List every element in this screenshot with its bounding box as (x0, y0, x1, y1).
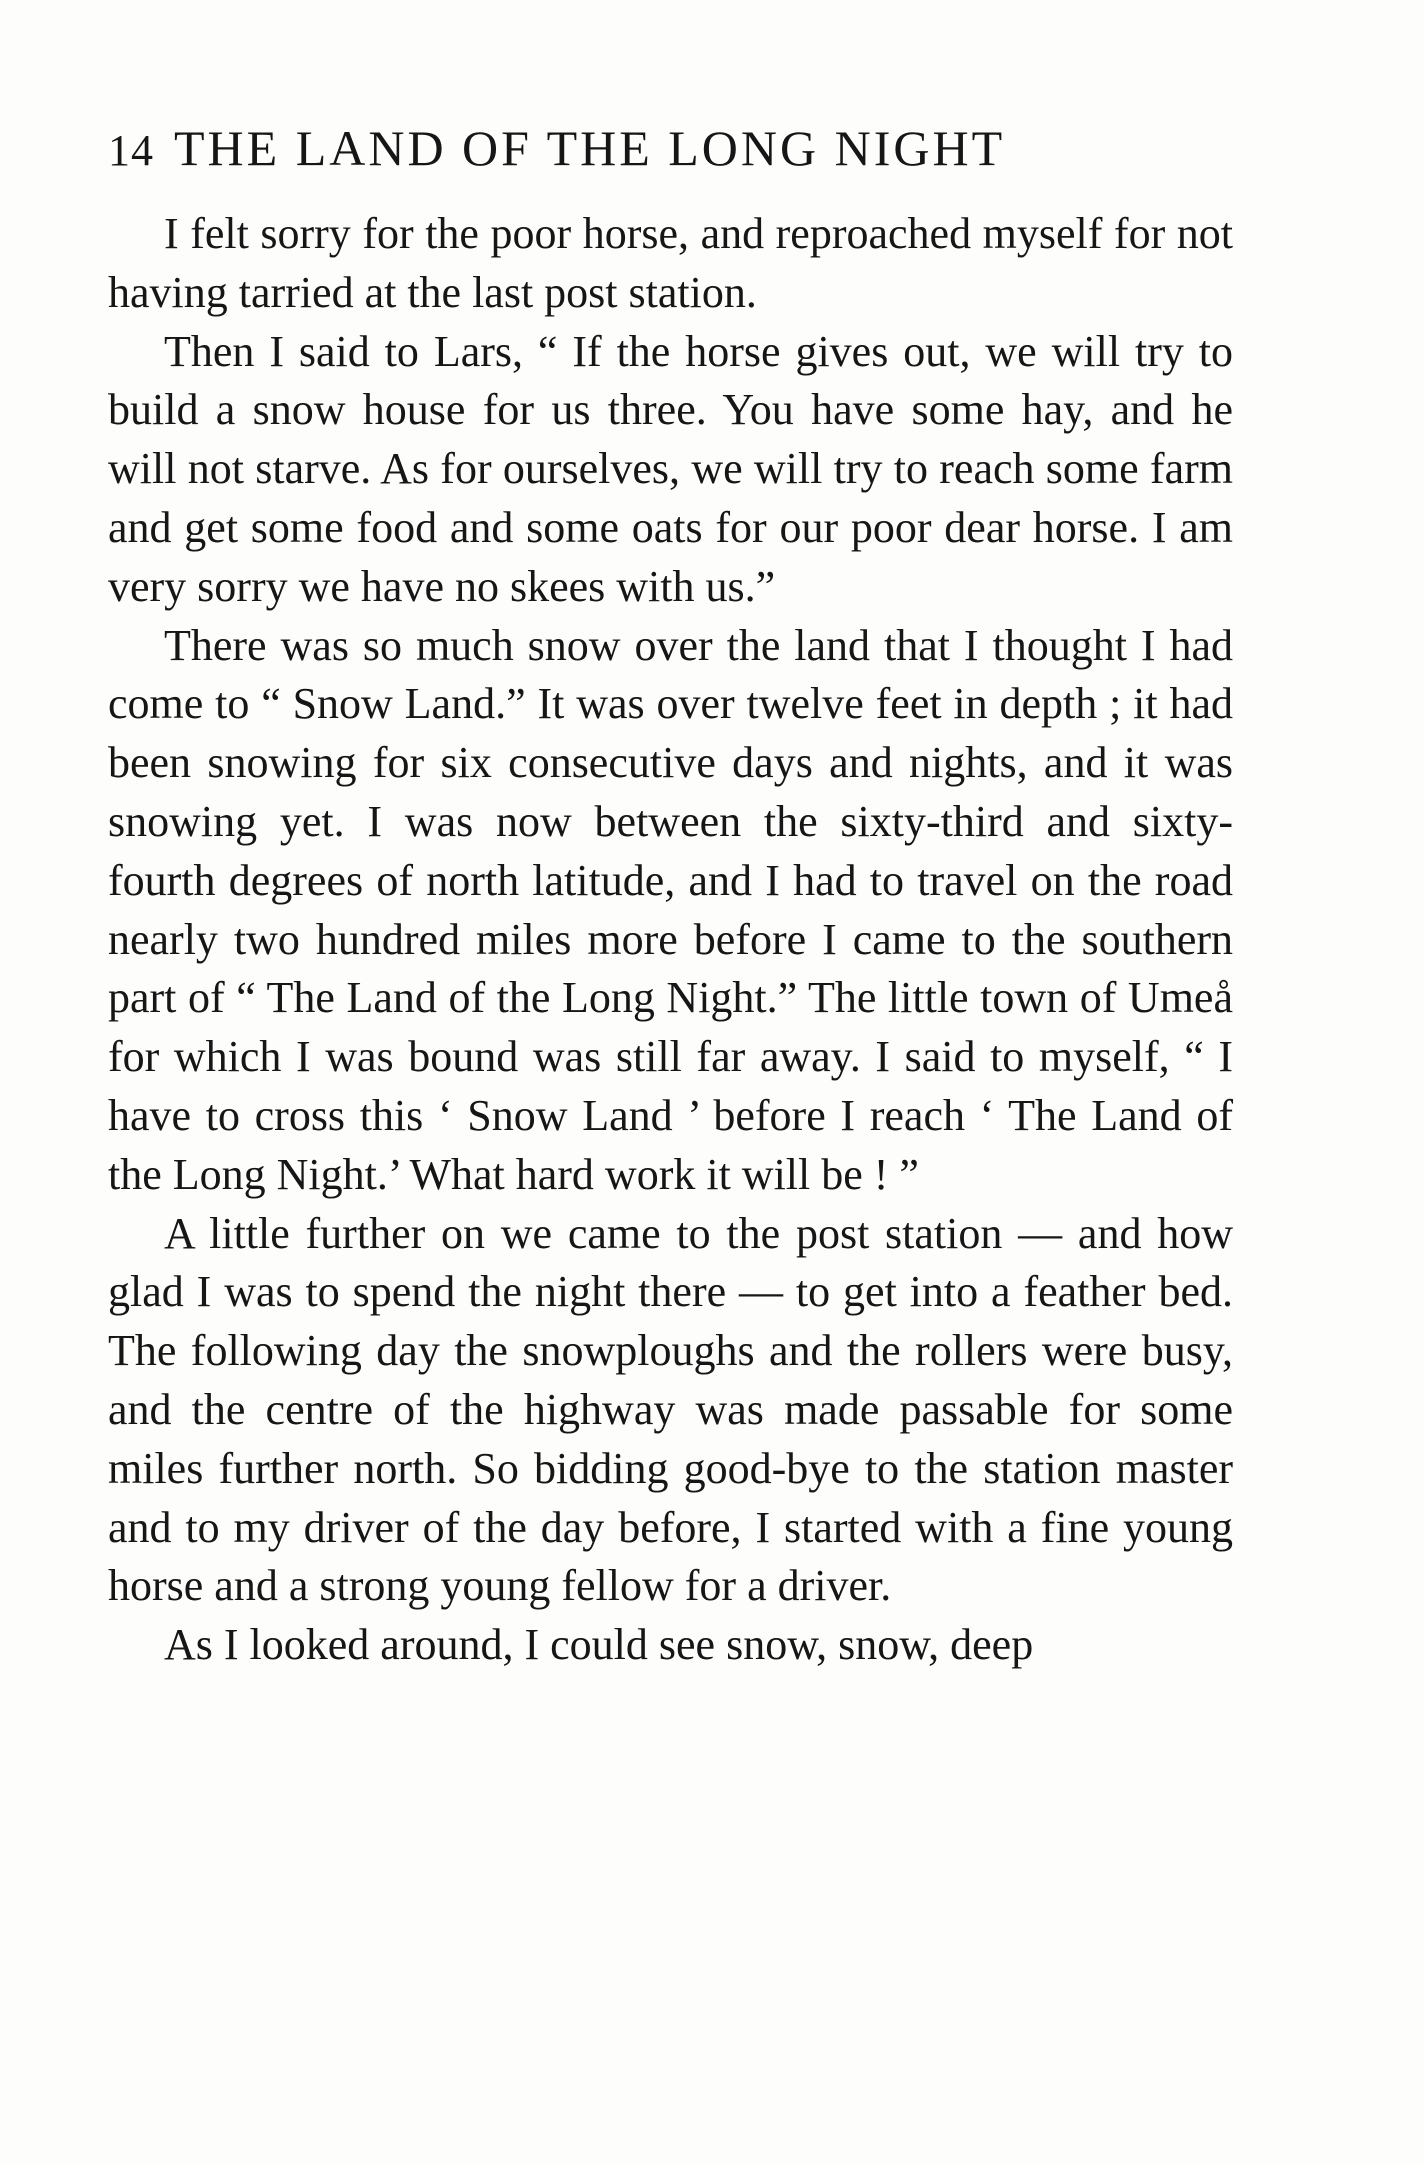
paragraph: As I looked around, I could see snow, snow, deep (164, 1620, 1034, 1670)
running-header (108, 118, 1238, 181)
paragraph: There was so much snow over the land that I thought I had come to “ Snow Land.” It was over twelve feet in depth ; it had been snowing for six consecutive days and nights, and it was snowing yet. I was now between the sixty-third and sixty-fourth degrees of north latitude, and I had to travel on the road nearly two hundred miles more before I came to the southern part of “ The Land of the Long Night.” The little town of Umeå for which I was bound was still far away. I said to myself, “ I have to cross this ‘ Snow Land ’ before I reach ‘ The Land of the Long Night.’ What hard work it will be ! ” (108, 620, 1233, 1199)
paragraph: Then I said to Lars, “ If the horse gives out, we will try to build a snow house for us three. You have some hay, and he will not starve. As for ourselves, we will try to reach some farm and get some food and some oats for our poor dear horse. I am very sorry we have no skees with us.” (108, 326, 1233, 611)
paragraph: I felt sorry for the poor horse, and reproached myself for not having tarried at the last post station. (108, 209, 1233, 317)
page-number: 14 (108, 126, 154, 175)
body-text (108, 205, 1233, 1675)
paragraph: A little further on we came to the post station — and how glad I was to spend the night there — to get into a feather bed. The following day the snowploughs and the rollers were busy, and the centre of the highway was made passable for some miles further north. So bidding good-bye to the station master and to my driver of the day before, I started with a fine young horse and a strong young fellow for a driver. (108, 1208, 1233, 1611)
running-title: THE LAND OF THE LONG NIGHT (174, 120, 1006, 176)
